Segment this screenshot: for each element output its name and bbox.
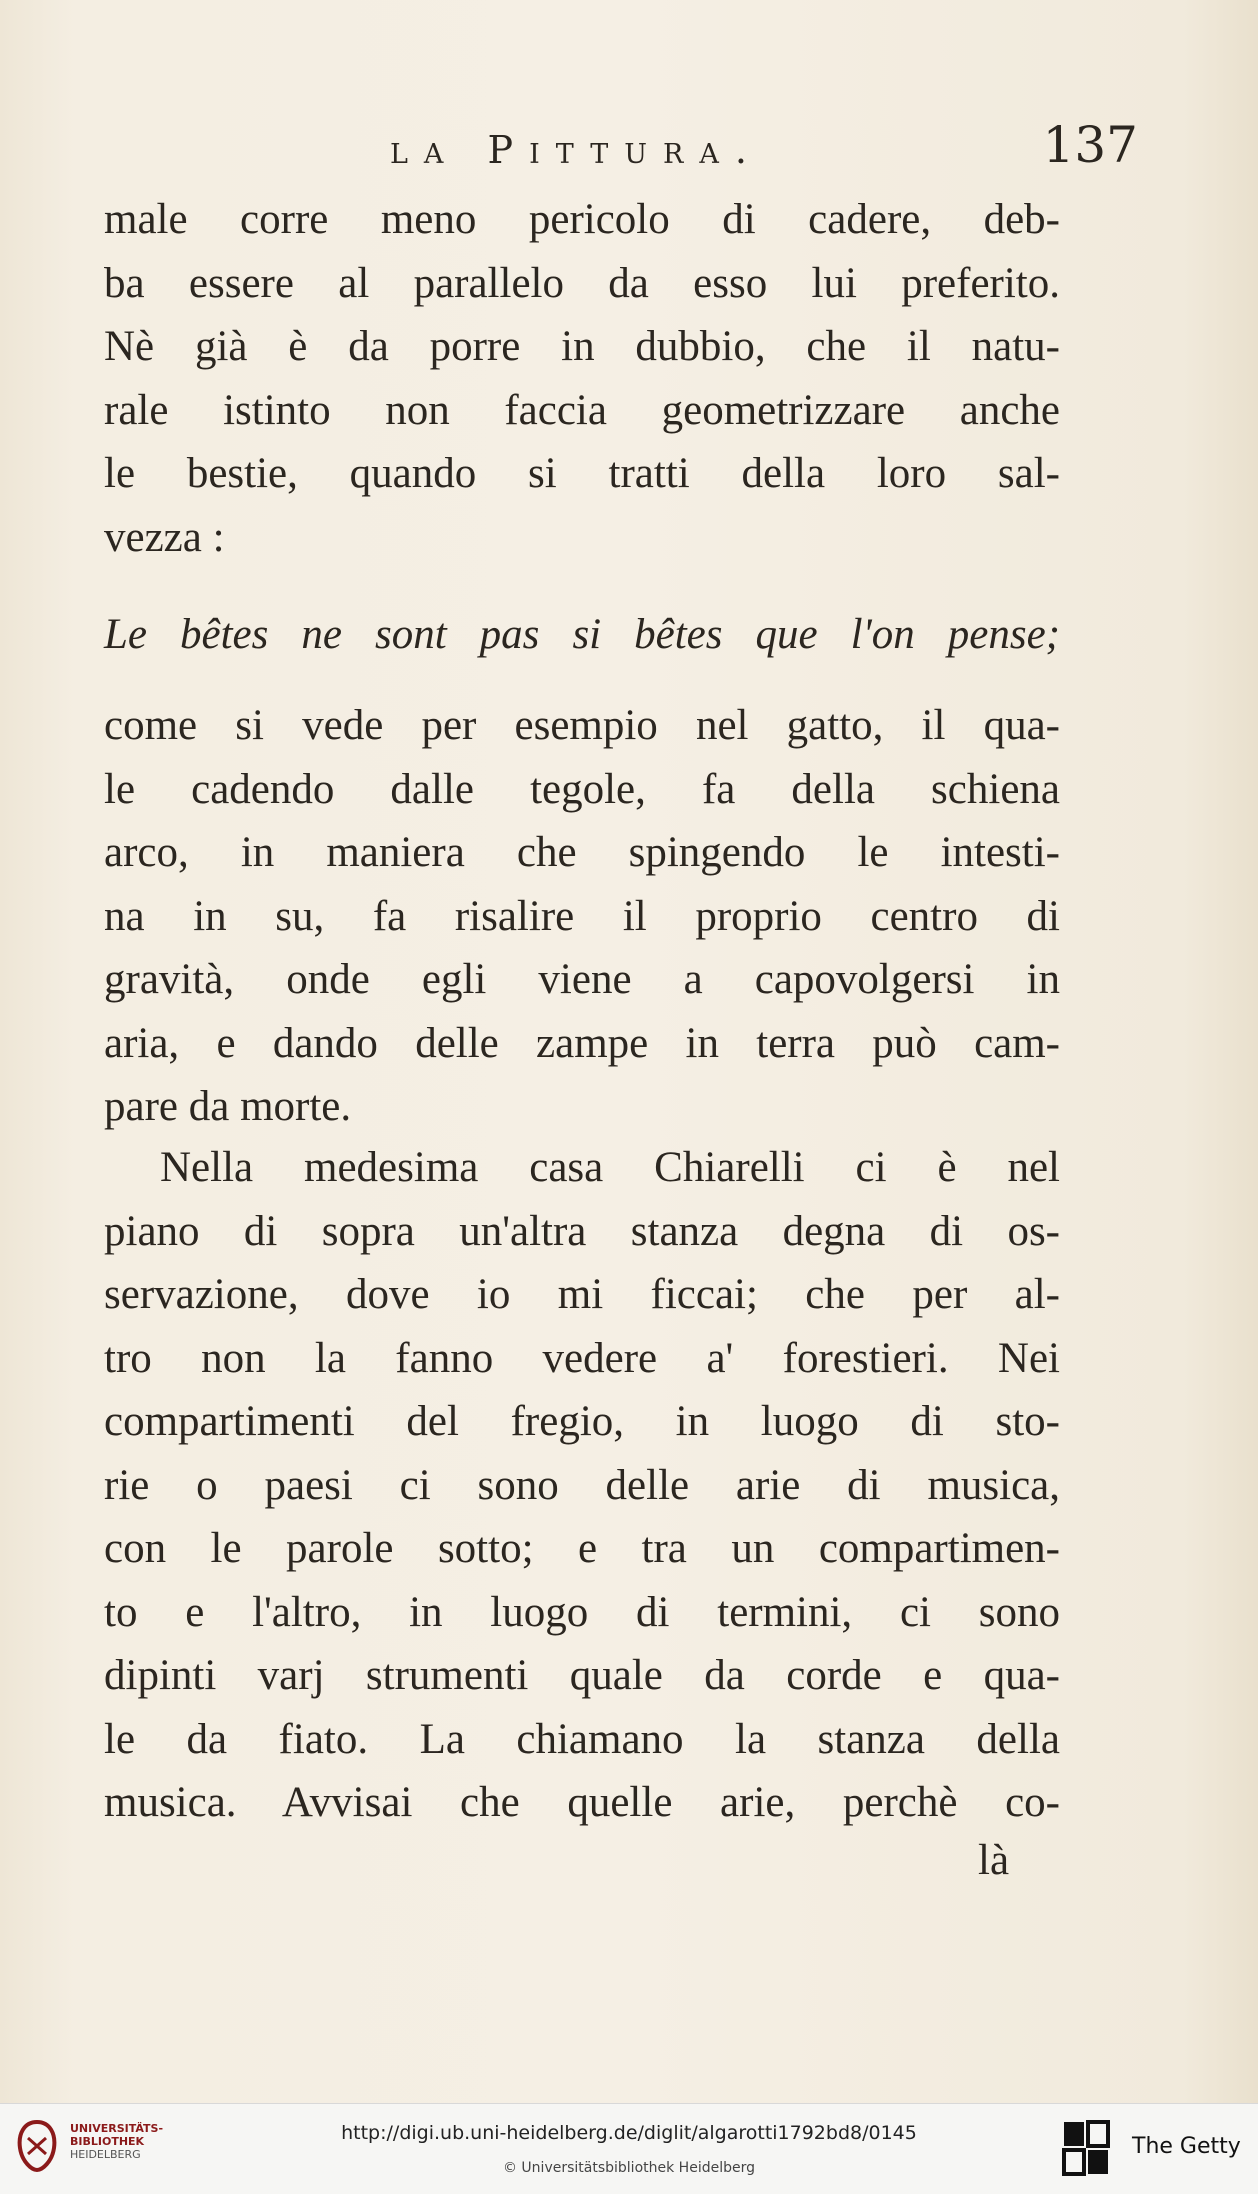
text-line: piano di sopra un'altra stanza degna di os-: [104, 1207, 1060, 1255]
running-head-title: la Pittura.: [390, 128, 763, 172]
text-line: male corre meno pericolo di cadere, deb-: [104, 196, 1060, 243]
text-line: Nè già è da porre in dubbio, che il natu-: [104, 323, 1060, 370]
text-line: na in su, fa risalire il proprio centro di: [104, 892, 1060, 940]
text-line: gravità, onde egli viene a capovolgersi in: [104, 956, 1060, 1003]
copyright-notice: © Universitätsbibliothek Heidelberg: [502, 2160, 755, 2176]
running-head: [390, 116, 1138, 188]
paragraph-2: [104, 694, 1060, 1139]
text-line: servazione, dove io mi ficcai; che per al-: [104, 1271, 1060, 1318]
partner-name: The Getty: [1132, 2134, 1241, 2159]
text-line: dipinti varj strumenti quale da corde e qua-: [104, 1652, 1060, 1699]
text-line: vezza :: [104, 513, 225, 561]
catchword: là: [978, 1837, 1010, 1884]
text-line: le bestie, quando si tratti della loro sal-: [104, 450, 1060, 497]
text-line: aria, e dando delle zampe in terra può cam-: [104, 1019, 1060, 1067]
institution-name: UNIVERSITÄTS- BIBLIOTHEK HEIDELBERG: [70, 2122, 164, 2161]
text-line: pare da morte.: [104, 1083, 352, 1130]
text-line: compartimenti del fregio, in luogo di sto-: [104, 1398, 1060, 1445]
text-line: Nella medesima casa Chiarelli ci è nel: [160, 1144, 1060, 1191]
text-line: tro non la fanno vedere a' forestieri. Nei: [104, 1334, 1060, 1382]
getty-logo-icon: [1062, 2120, 1112, 2176]
page-number: 137: [1042, 116, 1138, 174]
text-line: musica. Avvisai che quelle arie, perchè co-: [104, 1779, 1060, 1826]
text-line: come si vede per esempio nel gatto, il qua-: [104, 702, 1060, 749]
text-line: rale istinto non faccia geometrizzare anche: [104, 386, 1060, 434]
viewer-footer: [0, 2103, 1258, 2194]
text-line: le da fiato. La chiamano la stanza della: [104, 1715, 1060, 1763]
text-line: ba essere al parallelo da esso lui preferito.: [104, 259, 1060, 307]
text-line: con le parole sotto; e tra un compartimen-: [104, 1525, 1060, 1572]
text-line: rie o paesi ci sono delle arie di musica,: [104, 1461, 1060, 1509]
paragraph-3: [104, 1136, 1060, 1835]
french-quote: Le bêtes ne sont pas si bêtes que l'on pense;: [104, 611, 1060, 658]
text-line: le cadendo dalle tegole, fa della schiena: [104, 765, 1060, 813]
text-line: to e l'altro, in luogo di termini, ci sono: [104, 1588, 1060, 1636]
text-line: arco, in maniera che spingendo le intesti-: [104, 829, 1060, 876]
permalink-url[interactable]: http://digi.ub.uni-heidelberg.de/diglit/algarotti1792bd8/0145: [341, 2122, 917, 2144]
paragraph-1: [104, 188, 1060, 569]
